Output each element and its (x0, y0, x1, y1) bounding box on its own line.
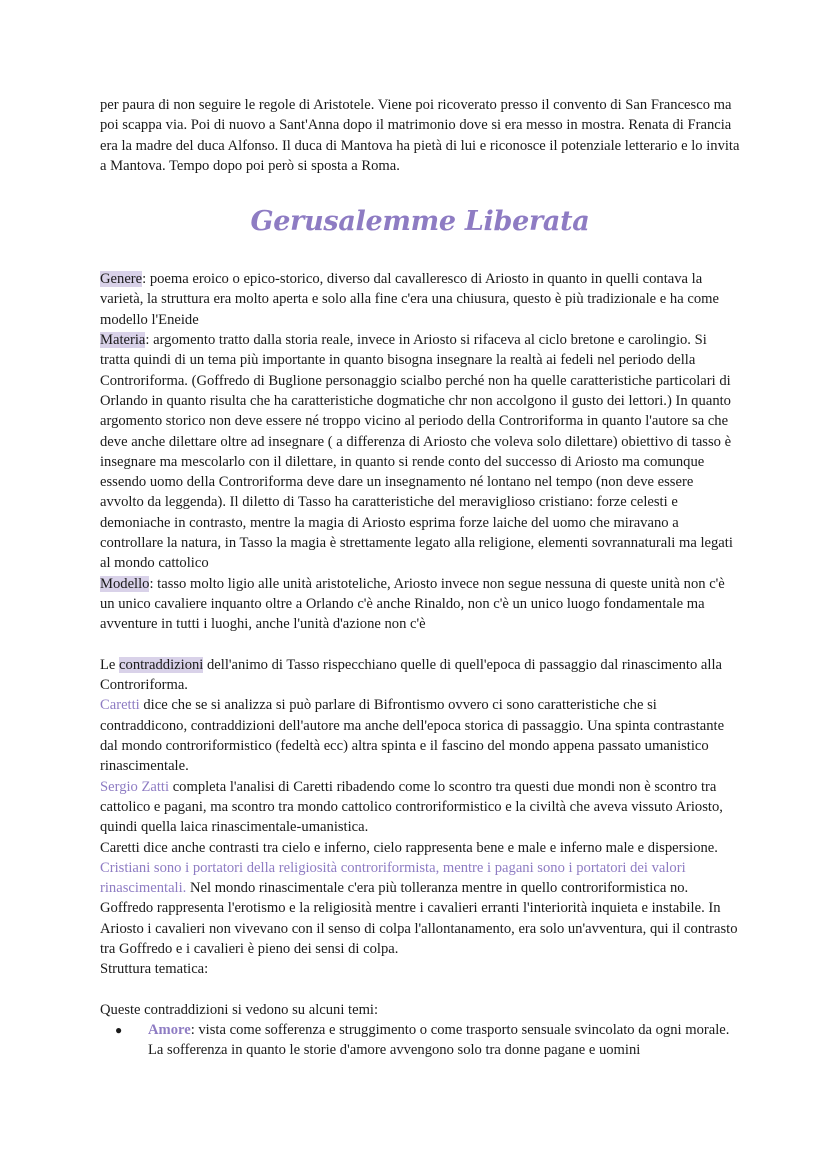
cristiani-colored: Cristiani sono i portatori della religiosità controriformista, mentre i pagani sono i portatori dei valori rinascimentali. (100, 859, 686, 897)
amore-term: Amore (148, 1022, 191, 1039)
genere-label: Genere (100, 271, 143, 288)
section-title: Gerusalemme Liberata (250, 206, 590, 238)
cristiani-text: Nel mondo rinascimentale c'era più tolleranza mentre in quello controriformistica no. Goffredo rappresenta l'erotismo e la religiosità mentre i cavalieri erranti l'interiorità inquieta e instabile. In Ariosto i cavalieri non vivevano con il senso di colpa l'allontanamento, era solo un'avventura, qui il contrasto tra Goffredo e i cavalieri è pieno dei sensi di colpa. (100, 880, 738, 957)
document-page (100, 95, 740, 1061)
caretti-text: dice che se si analizza si può parlare di Bifrontismo ovvero ci sono caratteristiche che si contraddicono, contraddizioni dell'autore ma anche dell'epoca storica di passaggio. Una spinta contrastante dal mondo controriformistico (fedeltà ecc) altra spinta e il fascino del mondo appena passato umanistico rinascimentale. (100, 697, 725, 775)
contraddizioni-term: contraddizioni (119, 656, 204, 673)
materia-label: Materia (100, 332, 146, 349)
contraddizioni-before: Le (100, 656, 120, 673)
caretti2-paragraph: Caretti dice anche contrasti tra cielo e inferno, cielo rappresenta bene e male e inferno male e dispersione. (100, 839, 718, 856)
contraddizioni-after: dell'animo di Tasso rispecchiano quelle di quell'epoca di passaggio dal rinascimento alla Controriforma. (100, 656, 722, 694)
list-item (100, 1020, 740, 1061)
genere-text: : poema eroico o epico-storico, diverso dal cavalleresco di Ariosto in quanto in quelli contava la varietà, la struttura era molto aperta e solo alla fine c'era una chiusura, questo è più tradizionale e ha come modello l'Eneide (100, 271, 719, 328)
temi-list (100, 1020, 740, 1061)
contraddizioni-paragraph (100, 655, 740, 696)
bullet-icon: ● (115, 1023, 123, 1038)
caretti-paragraph (100, 695, 740, 776)
zatti-text: completa l'analisi di Caretti ribadendo come lo scontro tra questi due mondi non è scontro tra cattolico e pagani, ma scontro tra mondo cattolico controriformistico e la civiltà che aveva vissuto Ariosto, quindi quella laica rinascimentale-umanistica. (100, 778, 723, 836)
modello-paragraph (100, 574, 740, 635)
genere-paragraph (100, 269, 740, 330)
temi-intro: Queste contraddizioni si vedono su alcuni temi: (100, 1001, 379, 1018)
modello-text: : tasso molto ligio alle unità aristoteliche, Ariosto invece non segue nessuna di queste unità non c'è un unico cavaliere inquanto oltre a Orlando c'è anche Rinaldo, non c'è un unico luogo fondamentale ma avventure in tutti i luoghi, anche l'unità d'azione non c'è (100, 575, 725, 633)
struttura-line: Struttura tematica: (100, 961, 209, 978)
cristiani-paragraph (100, 858, 740, 959)
zatti-name: Sergio Zatti (100, 778, 170, 795)
caretti-name: Caretti (100, 697, 140, 714)
materia-text: : argomento tratto dalla storia reale, invece in Ariosto si rifaceva al ciclo bretone e carolingio. Si tratta quindi di un tema più importante in quanto bisogna insegnare la realtà ai fedeli nel periodo della Controriforma. (Goffredo di Buglione personaggio scialbo perché non ha quelle caratteristiche particolari di Orlando in quanto risulta che ha caratteristiche dogmatiche chr non accolgono il gusto dei lettori.) In quanto argomento storico non deve essere né troppo vicino al periodo della Controriforma in quanto l'autore sa che deve anche dilettare oltre ad insegnare ( a differenza di Ariosto che voleva solo dilettare) obiettivo di tasso è insegnare ma mescolarlo con il dilettare, in quanto si rende conto del successo di Ariosto ma comunque essendo uomo della Controriforma deve dare un insegnamento né lontano nel tempo (non deve essere avvolto da leggenda). Il diletto di Tasso ha caratteristiche del meraviglioso cristiano: forze celesti e demoniache in contrasto, mentre la magia di Ariosto esprima forze laiche del uomo che miravano a controllare la natura, in Tasso la magia è strettamente legato alla religione, elementi sovrannaturali ma legati al mondo cattolico (100, 332, 733, 572)
spacer (100, 980, 740, 1000)
spacer (100, 635, 740, 655)
materia-paragraph (100, 330, 740, 574)
intro-paragraph: per paura di non seguire le regole di Aristotele. Viene poi ricoverato presso il convento di San Francesco ma poi scappa via. Poi di nuovo a Sant'Anna dopo il matrimonio dove si era messo in mostra. Renata di Francia era la madre del duca Alfonso. Il duca di Mantova ha pietà di lui e riconosce il potenziale letterario e lo invita a Mantova. Tempo dopo poi però si sposta a Roma. (100, 97, 740, 174)
zatti-paragraph (100, 777, 740, 838)
amore-text: : vista come sofferenza e struggimento o come trasporto sensuale svincolato da ogni morale. La sofferenza in quanto le storie d'amore avvengono solo tra donne pagane e uomini (148, 1022, 730, 1059)
modello-label: Modello (100, 575, 150, 592)
